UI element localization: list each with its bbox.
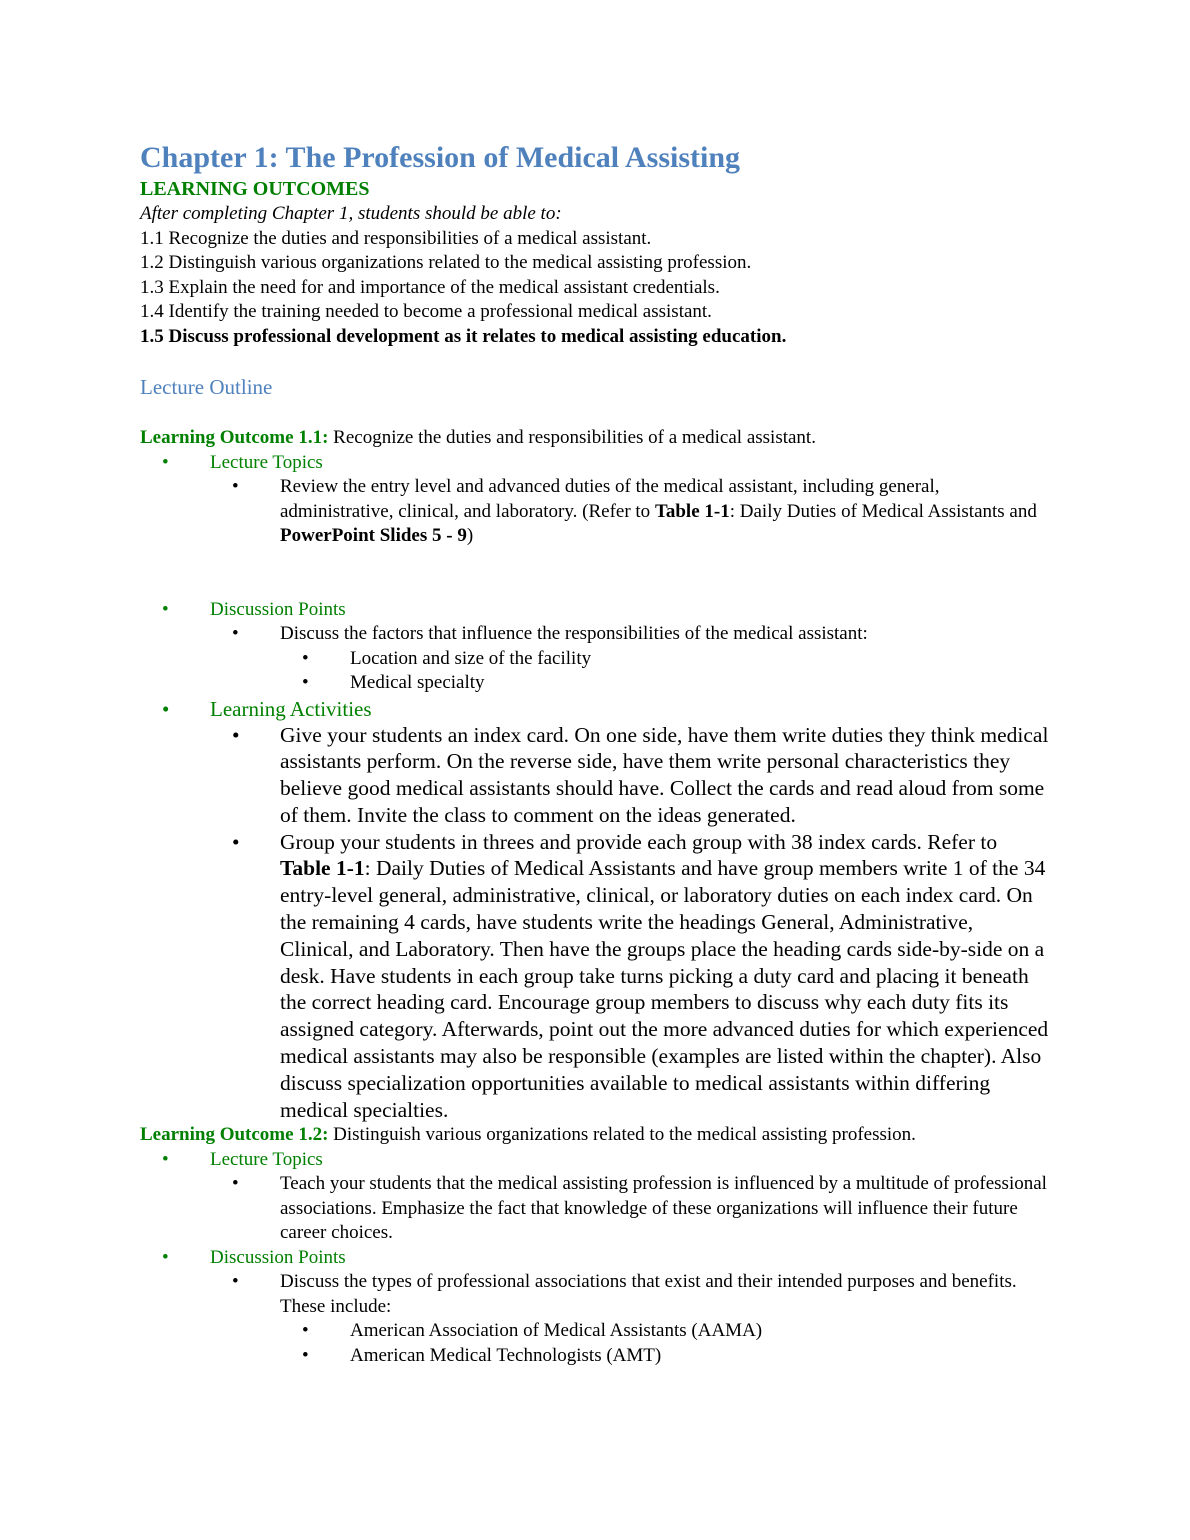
lecture-topics-heading: • Lecture Topics bbox=[140, 451, 1050, 476]
learning-outcome-item: 1.3 Explain the need for and importance of the medical assistant credentials. bbox=[140, 276, 720, 298]
bullet: • bbox=[162, 1246, 169, 1268]
outcome-1-2 bbox=[140, 1123, 1050, 1148]
discussion-subitem: • American Medical Technologists (AMT) bbox=[140, 1344, 1050, 1369]
lecture-topic-item: • Review the entry level and advanced duties of the medical assistant, including general, administrative, clinical, and laboratory. (Refer to Table 1-1: Daily Duties of Medical Assistants and PowerPoint Slides 5 - 9) bbox=[232, 476, 1037, 546]
bullet: • bbox=[302, 1344, 309, 1366]
bullet: • bbox=[302, 672, 309, 693]
bullet: • bbox=[302, 647, 309, 669]
bullet: • bbox=[162, 598, 169, 620]
lecture-outline-heading: Lecture Outline bbox=[140, 375, 273, 399]
discussion-subitem: • Medical specialty bbox=[140, 671, 1050, 696]
spacer bbox=[140, 549, 1050, 598]
document-content bbox=[140, 140, 1050, 1368]
chapter-title: Chapter 1: The Profession of Medical Assisting bbox=[140, 141, 741, 174]
outcome-1-2-label: Learning Outcome 1.2: bbox=[140, 1124, 329, 1146]
bullet: • bbox=[162, 1148, 169, 1170]
learning-activities-heading: • Learning Activities bbox=[162, 696, 372, 721]
bullet: • bbox=[232, 722, 240, 747]
outcome-1-1 bbox=[140, 426, 1050, 451]
learning-outcome-item: 1.2 Distinguish various organizations related to the medical assisting profession. bbox=[140, 252, 752, 273]
learning-activity-item: • Group your students in threes and provide each group with 38 index cards. Refer to Table 1-1: Daily Duties of Medical Assistants and have group members write 1 of the 34 entry-level general, administrative, clinical, or laboratory duties on each index card. On the remaining 4 cards, have students write the headings General, Administrative, Clinical, and Laboratory. Then have the groups place the heading cards side-by-side on a desk. Have students in each group take turns picking a duty card and placing it beneath the correct heading card. Encourage group members to discuss why each duty fits its assigned category. Afterwards, point out the more advanced duties for which experienced medical assistants may also be responsible (examples are listed within the chapter). Also discuss specialization opportunities available to medical assistants within differing medical specialties. bbox=[232, 829, 1049, 1122]
outcome-1-1-label: Learning Outcome 1.1: bbox=[140, 427, 329, 448]
learning-outcome-item: 1.4 Identify the training needed to become a professional medical assistant. bbox=[140, 301, 712, 322]
discussion-points-heading: • Discussion Points bbox=[140, 598, 1050, 623]
outcome-1-2-text: Distinguish various organizations related to the medical assisting profession. bbox=[328, 1124, 916, 1146]
bullet: • bbox=[232, 1173, 239, 1195]
discussion-point-item: • Discuss the types of professional associations that exist and their intended purposes and benefits. These include: bbox=[232, 1271, 1017, 1317]
bullet: • bbox=[232, 623, 239, 644]
bullet: • bbox=[232, 476, 239, 497]
learning-outcome-item: 1.1 Recognize the duties and responsibilities of a medical assistant. bbox=[140, 227, 652, 249]
lecture-topics-heading: • Lecture Topics bbox=[140, 1148, 1050, 1173]
discussion-point-item: • Discuss the factors that influence the responsibilities of the medical assistant: bbox=[140, 622, 1050, 647]
discussion-subitem: • Location and size of the facility bbox=[140, 647, 1050, 672]
lecture-topic-item: • Teach your students that the medical assisting profession is influenced by a multitude of professional associations. Emphasize the fact that knowledge of these organizations will influence their future career choices. bbox=[232, 1173, 1047, 1244]
bullet: • bbox=[302, 1320, 309, 1342]
learning-outcomes-intro: After completing Chapter 1, students should be able to: bbox=[140, 203, 562, 224]
learning-outcomes-heading: LEARNING OUTCOMES bbox=[140, 178, 370, 200]
bullet: • bbox=[232, 1271, 239, 1293]
learning-activity-item: • Give your students an index card. On one side, have them write duties they think medical assistants perform. On the reverse side, have them write personal characteristics they believe good medical assistants should have. Collect the cards and read aloud from some of them. Invite the class to comment on the ideas generated. bbox=[232, 722, 1049, 827]
discussion-subitem: • American Association of Medical Assistants (AAMA) bbox=[140, 1319, 1050, 1344]
bullet: • bbox=[232, 829, 240, 854]
bullet: • bbox=[162, 451, 169, 473]
bullet: • bbox=[162, 696, 170, 721]
outcome-1-1-text: Recognize the duties and responsibilities of a medical assistant. bbox=[328, 427, 816, 448]
discussion-points-heading: • Discussion Points bbox=[140, 1246, 1050, 1271]
learning-outcome-item: 1.5 Discuss professional development as it relates to medical assisting education. bbox=[140, 325, 787, 347]
